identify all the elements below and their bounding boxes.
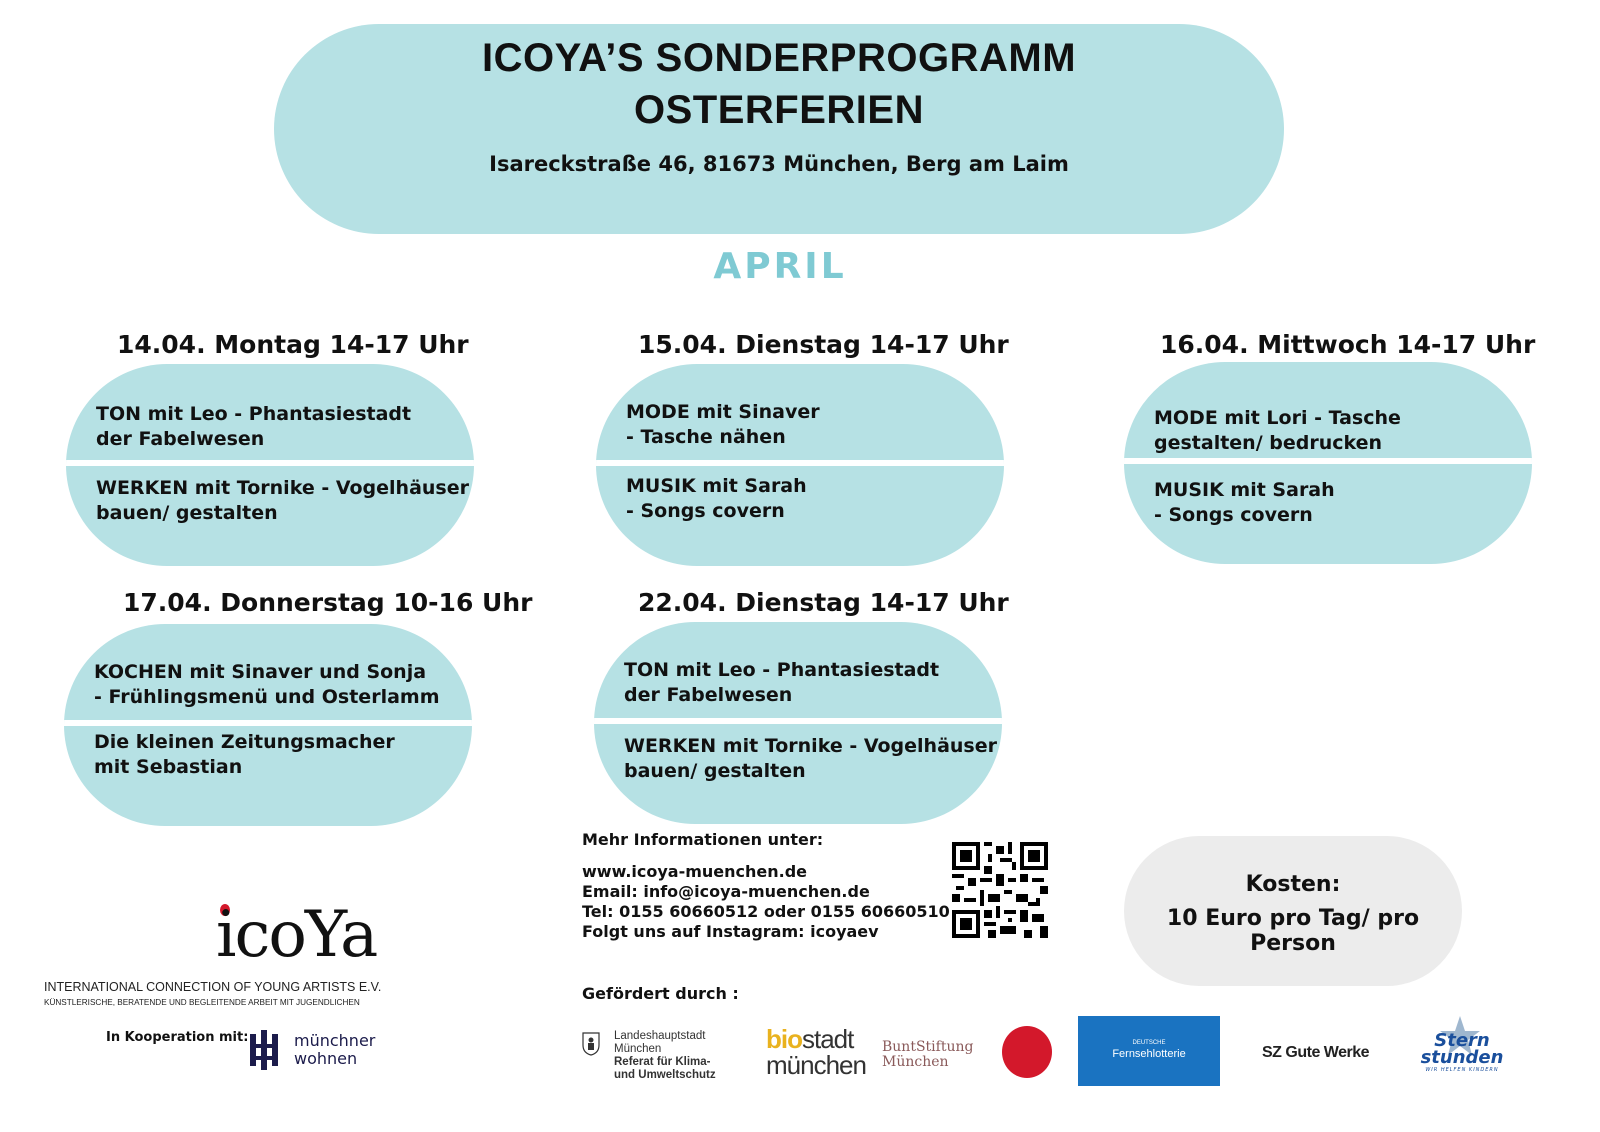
cooperation-label: In Kooperation mit: [106, 1030, 249, 1045]
activity-ton: TON mit Leo - Phantasiestadt der Fabelwesen [624, 659, 940, 706]
activity-werken: WERKEN mit Tornike - Vogelhäuser bauen/ gestalten [624, 735, 997, 782]
day-card-2204 [594, 622, 1002, 824]
day-title-1404: 14.04. Montag 14-17 Uhr [117, 330, 469, 359]
day-title-1504: 15.04. Dienstag 14-17 Uhr [638, 330, 1009, 359]
activity-musik: MUSIK mit Sarah - Songs covern [626, 475, 807, 522]
info-heading: Mehr Informationen unter: [582, 830, 824, 849]
day-card-1704 [64, 624, 472, 826]
divider [64, 720, 472, 726]
activity-zeitungsmacher: Die kleinen Zeitungsmacher mit Sebastian [94, 731, 395, 778]
buntstiftung-circle-icon [1002, 1026, 1052, 1078]
page-title-line2: OSTERFERIEN [634, 88, 924, 132]
sternstunden-logo: Stern stunden WIR HELFEN KINDERN [1420, 1030, 1504, 1073]
muenchner-wohnen-logo: münchner wohnen [294, 1031, 376, 1068]
cost-badge [1124, 836, 1462, 986]
website-link[interactable]: www.icoya-muenchen.de [582, 862, 808, 881]
day-card-1604 [1124, 362, 1532, 564]
munich-crest-icon [582, 1032, 600, 1056]
day-card-1404 [66, 364, 474, 566]
day-title-1704: 17.04. Donnerstag 10-16 Uhr [123, 588, 533, 617]
muenchner-wohnen-icon [248, 1030, 280, 1070]
sponsors-label: Gefördert durch : [582, 984, 739, 1003]
divider [66, 460, 474, 466]
divider [594, 718, 1002, 724]
activity-kochen: KOCHEN mit Sinaver und Sonja - Frühlingsmenü und Osterlamm [94, 661, 440, 708]
biostadt-logo: biostadt münchen [766, 1024, 866, 1080]
icoya-logo [44, 900, 384, 1012]
sz-gute-werke-logo: SZ Gute Werke [1262, 1044, 1370, 1061]
phone-numbers: Tel: 0155 60660512 oder 0155 60660510 [582, 902, 950, 921]
day-title-1604: 16.04. Mittwoch 14-17 Uhr [1160, 330, 1536, 359]
page-title-line1: ICOYA’S SONDERPROGRAMM [481, 36, 1077, 80]
logo-line1: INTERNATIONAL CONNECTION OF YOUNG ARTISTS E.V. [44, 980, 382, 994]
activity-ton: TON mit Leo - Phantasiestadt der Fabelwesen [96, 403, 412, 450]
logo-wordmark: icoYa [216, 898, 377, 972]
logo-line2: KÜNSTLERISCHE, BERATENDE UND BEGLEITENDE ARBEIT MIT JUGENDLICHEN [44, 998, 360, 1007]
address: Isareckstraße 46, 81673 München, Berg am Laim [489, 152, 1069, 176]
activity-mode: MODE mit Lori - Tasche gestalten/ bedrucken [1154, 407, 1401, 454]
qr-code-icon[interactable] [952, 842, 1048, 938]
activity-musik: MUSIK mit Sarah - Songs covern [1154, 479, 1335, 526]
instagram-handle: Folgt uns auf Instagram: icoyaev [582, 922, 879, 941]
email-link[interactable]: Email: info@icoya-muenchen.de [582, 882, 870, 901]
fernsehlotterie-logo: DEUTSCHE Fernsehlotterie [1078, 1016, 1220, 1086]
cost-value: 10 Euro pro Tag/ pro Person [1166, 906, 1420, 956]
day-title-2204: 22.04. Dienstag 14-17 Uhr [638, 588, 1009, 617]
day-card-1504 [596, 364, 1004, 566]
month-heading: APRIL [713, 246, 847, 287]
lhm-logo: Landeshauptstadt München Referat für Klima- und Umweltschutz [614, 1030, 716, 1081]
divider [596, 460, 1004, 466]
activity-werken: WERKEN mit Tornike - Vogelhäuser bauen/ gestalten [96, 477, 469, 524]
cost-label: Kosten: [1245, 872, 1341, 897]
activity-mode: MODE mit Sinaver - Tasche nähen [626, 401, 820, 448]
buntstiftung-logo: BuntStiftung München [882, 1039, 974, 1070]
divider [1124, 458, 1532, 464]
